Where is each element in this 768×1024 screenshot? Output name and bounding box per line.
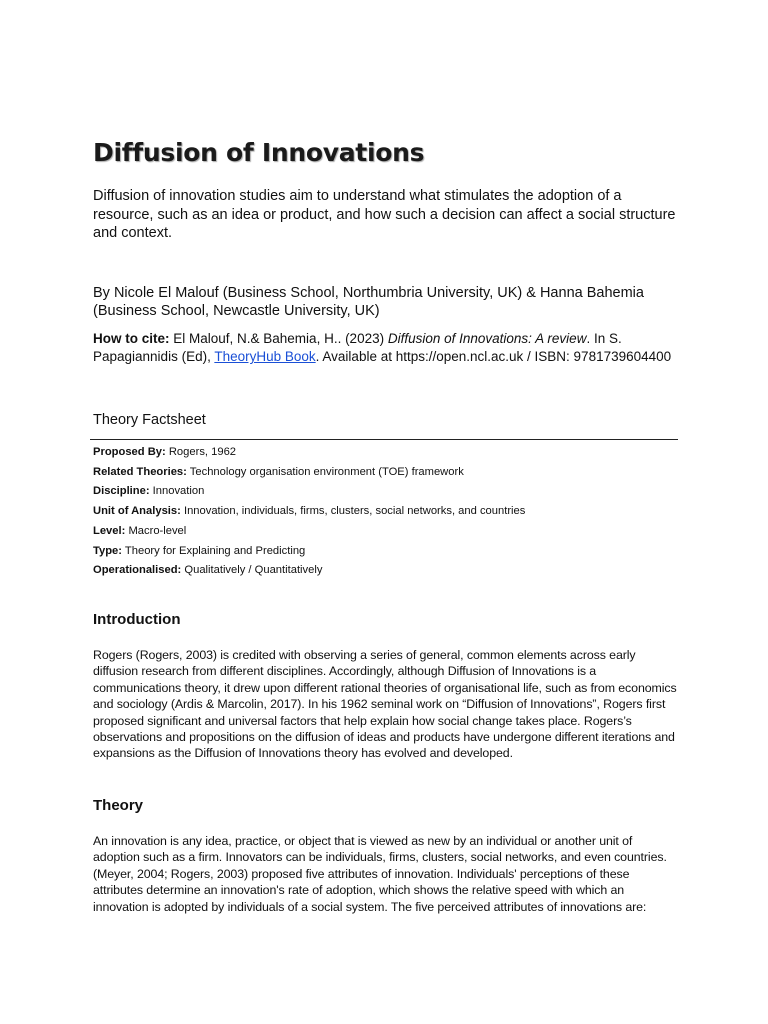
factsheet-label: Level:: [93, 524, 126, 537]
citation-title: Diffusion of Innovations: A review: [387, 331, 587, 346]
citation-label: How to cite:: [93, 331, 170, 346]
factsheet-label: Unit of Analysis:: [93, 505, 181, 518]
citation-text-1: El Malouf, N.& Bahemia, H.. (2023): [169, 331, 388, 346]
citation-text-2: . In S. Papagiannidis (Ed),: [93, 331, 622, 364]
factsheet-item-operationalised: [93, 561, 678, 581]
factsheet-item-proposed-by: [93, 443, 678, 463]
factsheet-label: Operationalised:: [93, 564, 182, 577]
factsheet-item-related-theories: [93, 463, 678, 483]
factsheet-label: Type:: [93, 544, 123, 557]
factsheet-list: [93, 443, 678, 581]
factsheet-item-discipline: [93, 482, 678, 502]
citation-text-3: . Available at https://open.ncl.ac.uk / ISBN: 9781739604400: [315, 349, 672, 364]
factsheet-value: Innovation: [149, 485, 205, 498]
factsheet-value: Rogers, 1962: [165, 446, 237, 458]
factsheet-label: Related Theories:: [93, 465, 187, 478]
factsheet-value: Innovation, individuals, firms, clusters, social networks, and countries: [180, 505, 526, 518]
page-title: Diffusion of Innovations: [93, 138, 425, 167]
citation: [93, 330, 678, 366]
factsheet-label: Proposed By:: [93, 446, 166, 458]
factsheet-value: Qualitatively / Quantitatively: [181, 564, 323, 577]
authors-line: By Nicole El Malouf (Business School, Northumbria University, UK) & Hanna Bahemia (Business School, Newcastle University, UK): [93, 285, 644, 319]
factsheet-divider: [90, 439, 678, 440]
factsheet-label: Discipline:: [93, 485, 150, 498]
lead-paragraph: Diffusion of innovation studies aim to understand what stimulates the adoption of a resource, such as an idea or product, and how such a decision can affect a social structure and context.: [93, 188, 676, 241]
introduction-paragraph: Rogers (Rogers, 2003) is credited with observing a series of general, common elements across early diffusion research from different disciplines. Accordingly, although Diffusion of Innovations is a communications theory, it drew upon different rational theories of organisational life, such as from economics and sociology (Ardis & Marcolin, 2017). In his 1962 seminal work on “Diffusion of Innovations”, Rogers first proposed significant and universal factors that help explain how social change takes place. Rogers’s observations and propositions on the diffusion of ideas and products have undergone different iterations and expansions as the Diffusion of Innovations theory has evolved and developed.: [93, 648, 677, 761]
factsheet-item-unit-of-analysis: [93, 502, 678, 522]
factsheet-item-type: [93, 542, 678, 562]
factsheet-value: Macro-level: [125, 524, 187, 537]
theory-paragraph: An innovation is any idea, practice, or object that is viewed as new by an individual or another unit of adoption such as a firm. Innovators can be individuals, firms, clusters, social networks, and even countries. (Meyer, 2004; Rogers, 2003) proposed five attributes of innovation. Individuals' perceptions of these attributes determine an innovation's rate of adoption, which shows the relative speed with which an innovation is adopted by individuals of a social system. The five perceived attributes of innovations are:: [93, 834, 667, 914]
factsheet-item-level: [93, 522, 678, 542]
factsheet-value: Technology organisation environment (TOE) framework: [186, 465, 464, 478]
factsheet-value: Theory for Explaining and Predicting: [122, 544, 306, 557]
theoryhub-book-link[interactable]: TheoryHub Book: [214, 349, 316, 364]
factsheet-heading: Theory Factsheet: [93, 412, 206, 428]
introduction-heading: Introduction: [93, 611, 181, 628]
theory-heading: Theory: [93, 797, 144, 814]
